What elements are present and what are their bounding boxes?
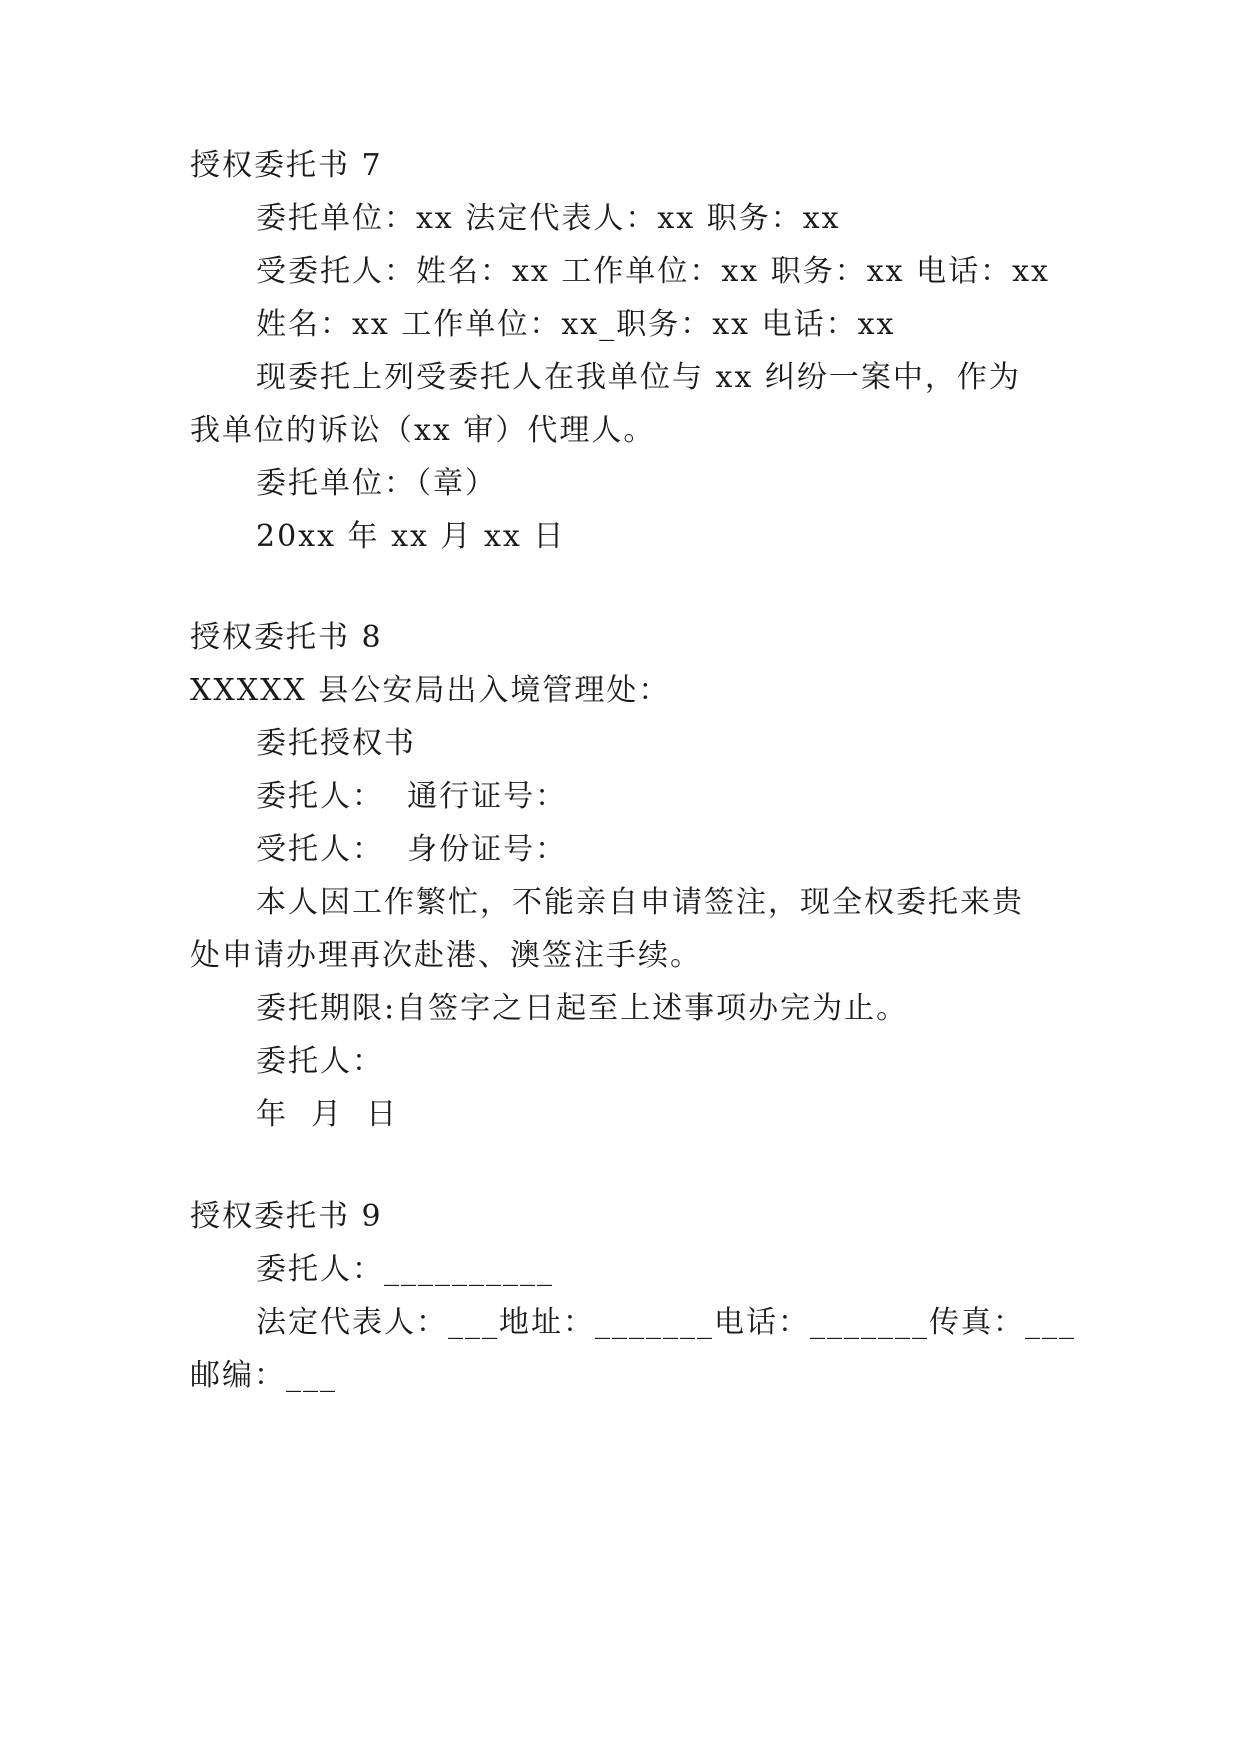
text-line: 委托单位：xx 法定代表人：xx 职务：xx	[256, 201, 841, 236]
text-line: 20xx 年 xx 月 xx 日	[256, 519, 566, 554]
text-line: 委托授权书	[256, 726, 416, 761]
text-line: 受委托人：姓名：xx 工作单位：xx 职务：xx 电话：xx	[256, 254, 1050, 289]
text-line: 委托人：__________	[256, 1252, 554, 1287]
section-title: 授权委托书 9	[190, 1199, 383, 1234]
section-title: 授权委托书 7	[190, 148, 383, 183]
text-line: 受托人： 身份证号：	[256, 832, 568, 867]
text-line: 委托单位：（章）	[256, 466, 497, 501]
text-line: 我单位的诉讼（xx 审）代理人。	[190, 413, 656, 448]
text-line: 现委托上列受委托人在我单位与 xx 纠纷一案中，作为	[256, 360, 1021, 395]
text-line: 委托人：	[256, 1044, 384, 1079]
text-line: 法定代表人：___地址：_______电话：_______传真：___	[256, 1305, 1076, 1340]
text-line: 委托期限:自签字之日起至上述事项办完为止。	[256, 991, 909, 1026]
text-line: 本人因工作繁忙，不能亲自申请签注，现全权委托来贵	[256, 885, 1024, 920]
text-line: 邮编：___	[190, 1358, 337, 1393]
section-title: 授权委托书 8	[190, 620, 383, 655]
addressee-line: XXXXX 县公安局出入境管理处：	[190, 673, 671, 708]
text-line: 委托人： 通行证号：	[256, 779, 568, 814]
text-line: 年 月 日	[256, 1097, 399, 1132]
text-line: 姓名：xx 工作单位：xx_职务：xx 电话：xx	[256, 307, 896, 342]
text-line: 处申请办理再次赴港、澳签注手续。	[190, 938, 702, 973]
